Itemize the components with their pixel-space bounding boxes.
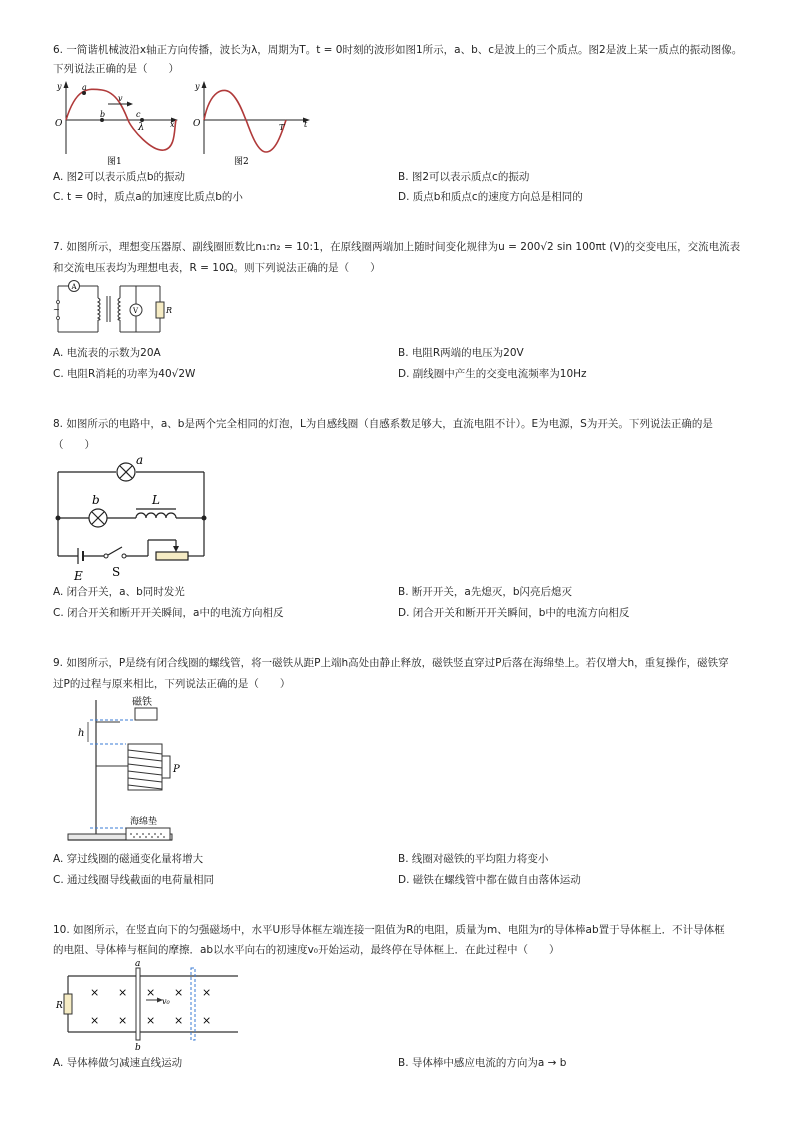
fig1-origin-label: O	[55, 119, 63, 129]
magnet-block	[135, 708, 157, 720]
secondary-coil	[118, 298, 120, 320]
vibration-curve	[204, 90, 286, 152]
fig1-lambda-label: λ	[138, 122, 145, 133]
field-mark: ×	[202, 986, 212, 999]
q8-inductor-circuit	[52, 452, 212, 584]
conductor-rod-ab	[136, 968, 140, 1040]
q7-stem-line1: 7. 如图所示，理想变压器原、副线圈匝数比n₁:n₂ = 10:1，在原线圈两端加上随时间变化规律为u = 200√2 sin 100πt (V)的交变电压，交流电流表	[53, 241, 741, 253]
q8-option-c[interactable]: C. 闭合开关和断开开关瞬间，a中的电流方向相反	[53, 607, 284, 619]
switch-label: S	[112, 565, 121, 579]
q9-stem-line2: 过P的过程与原来相比，下列说法正确的是（ ）	[53, 678, 291, 690]
sponge-label: 海绵垫	[130, 817, 158, 827]
fig1-caption: 图1	[107, 157, 122, 167]
q6-option-b[interactable]: B. 图2可以表示质点c的振动	[398, 171, 530, 183]
rod-b-label: b	[135, 1043, 141, 1053]
q6-figure2-vibration	[190, 80, 320, 168]
fig2-t-label: t	[304, 120, 308, 129]
field-mark: ×	[118, 1014, 128, 1027]
q9-stem-line1: 9. 如图所示，P是绕有闭合线圈的螺线管，将一磁铁从距P上端h高处由静止释放，磁铁竖直穿过P后落在海绵垫上。若仅增大h，重复操作，磁铁穿	[53, 657, 729, 669]
fig1-v-label: v	[118, 94, 123, 103]
q10-rail-figure	[52, 956, 242, 1052]
magnet-label: 磁铁	[132, 697, 152, 708]
q9-option-b[interactable]: B. 线圈对磁铁的平均阻力将变小	[398, 853, 549, 865]
q8-option-b[interactable]: B. 断开开关，a先熄灭，b闪亮后熄灭	[398, 586, 572, 598]
q10-stem-line2: 的电阻、导体棒与框间的摩擦．ab以水平向右的初速度v₀开始运动，最终停在导体框上．在此过程中（ ）	[53, 944, 560, 956]
fig1-x-label: x	[170, 120, 175, 129]
lamp-a-label: a	[136, 453, 144, 467]
lamp-b-label: b	[92, 493, 100, 507]
voltmeter-label: V	[133, 307, 139, 315]
field-mark: ×	[146, 1014, 156, 1027]
resistor-label: R	[166, 306, 173, 315]
q9-option-a[interactable]: A. 穿过线圈的磁通变化量将增大	[53, 853, 204, 865]
resistor-symbol	[156, 302, 164, 318]
resistor-r	[64, 994, 72, 1014]
solenoid-label: P	[173, 764, 180, 775]
q8-stem-line1: 8. 如图所示的电路中，a、b是两个完全相同的灯泡，L为自感线圈（自感系数足够大，直流电阻不计）。E为电源，S为开关。下列说法正确的是	[53, 418, 713, 430]
q8-stem-line2: （ ）	[53, 439, 95, 451]
inductor-coil	[136, 513, 176, 518]
q9-solenoid-figure	[60, 694, 190, 846]
q6-option-c[interactable]: C. t = 0时，质点a的加速度比质点b的小	[53, 191, 243, 203]
fig1-a-label: a	[82, 83, 87, 92]
fig2-period-label: T	[279, 123, 285, 132]
field-mark: ×	[90, 1014, 100, 1027]
q9-option-d[interactable]: D. 磁铁在螺线管中都在做自由落体运动	[398, 874, 581, 886]
q7-option-d[interactable]: D. 副线圈中产生的交变电流频率为10Hz	[398, 368, 587, 380]
fig2-origin-label: O	[193, 119, 201, 129]
switch-s	[108, 547, 122, 555]
height-label: h	[78, 728, 85, 739]
fig1-y-label: y	[57, 82, 62, 91]
q7-option-b[interactable]: B. 电阻R两端的电压为20V	[398, 347, 524, 359]
q6-option-a[interactable]: A. 图2可以表示质点b的振动	[53, 171, 186, 183]
rheostat	[156, 552, 188, 560]
q10-option-b[interactable]: B. 导体棒中感应电流的方向为a → b	[398, 1057, 567, 1069]
ammeter-label: A	[71, 283, 77, 291]
fig1-c-label: c	[136, 110, 141, 119]
field-mark: ×	[174, 986, 184, 999]
primary-coil	[98, 298, 100, 320]
q7-stem-line2: 和交流电压表均为理想电表，R = 10Ω。则下列说法正确的是（ ）	[53, 262, 381, 274]
q6-figure1-wave	[52, 80, 182, 168]
field-mark: ×	[90, 986, 100, 999]
velocity-label: v₀	[162, 997, 170, 1006]
q10-stem-line1: 10. 如图所示，在竖直向下的匀强磁场中，水平U形导体框左端连接一阻值为R的电阻，质量为m、电阻为r的导体棒ab置于导体框上．不计导体框	[53, 924, 725, 936]
ac-source-label: ~	[53, 305, 60, 314]
field-mark: ×	[202, 1014, 212, 1027]
q8-option-d[interactable]: D. 闭合开关和断开开关瞬间，b中的电流方向相反	[398, 607, 630, 619]
rod-a-label: a	[135, 959, 141, 969]
fig2-caption: 图2	[234, 157, 249, 167]
q9-option-c[interactable]: C. 通过线圈导线截面的电荷量相同	[53, 874, 215, 886]
q7-transformer-circuit	[52, 278, 182, 340]
q7-option-a[interactable]: A. 电流表的示数为20A	[53, 347, 161, 359]
fig1-b-label: b	[100, 110, 106, 119]
q6-stem-line1: 6. 一简谐机械波沿x轴正方向传播，波长为λ，周期为T。t = 0时刻的波形如图1所示，a、b、c是波上的三个质点。图2是波上某一质点的振动图像。	[53, 44, 743, 56]
field-mark: ×	[174, 1014, 184, 1027]
q7-option-c[interactable]: C. 电阻R消耗的功率为40√2W	[53, 368, 196, 380]
resistor-label: R	[56, 1001, 63, 1011]
field-mark: ×	[146, 986, 156, 999]
q6-option-d[interactable]: D. 质点b和质点c的速度方向总是相同的	[398, 191, 583, 203]
fig2-y-label: y	[195, 82, 200, 91]
inductor-label: L	[152, 493, 160, 507]
q8-option-a[interactable]: A. 闭合开关，a、b同时发光	[53, 586, 185, 598]
q6-stem-line2: 下列说法正确的是（ ）	[53, 63, 179, 75]
field-mark: ×	[118, 986, 128, 999]
rod-final-position	[191, 968, 195, 1040]
battery-label: E	[74, 569, 83, 583]
q10-option-a[interactable]: A. 导体棒做匀减速直线运动	[53, 1057, 183, 1069]
